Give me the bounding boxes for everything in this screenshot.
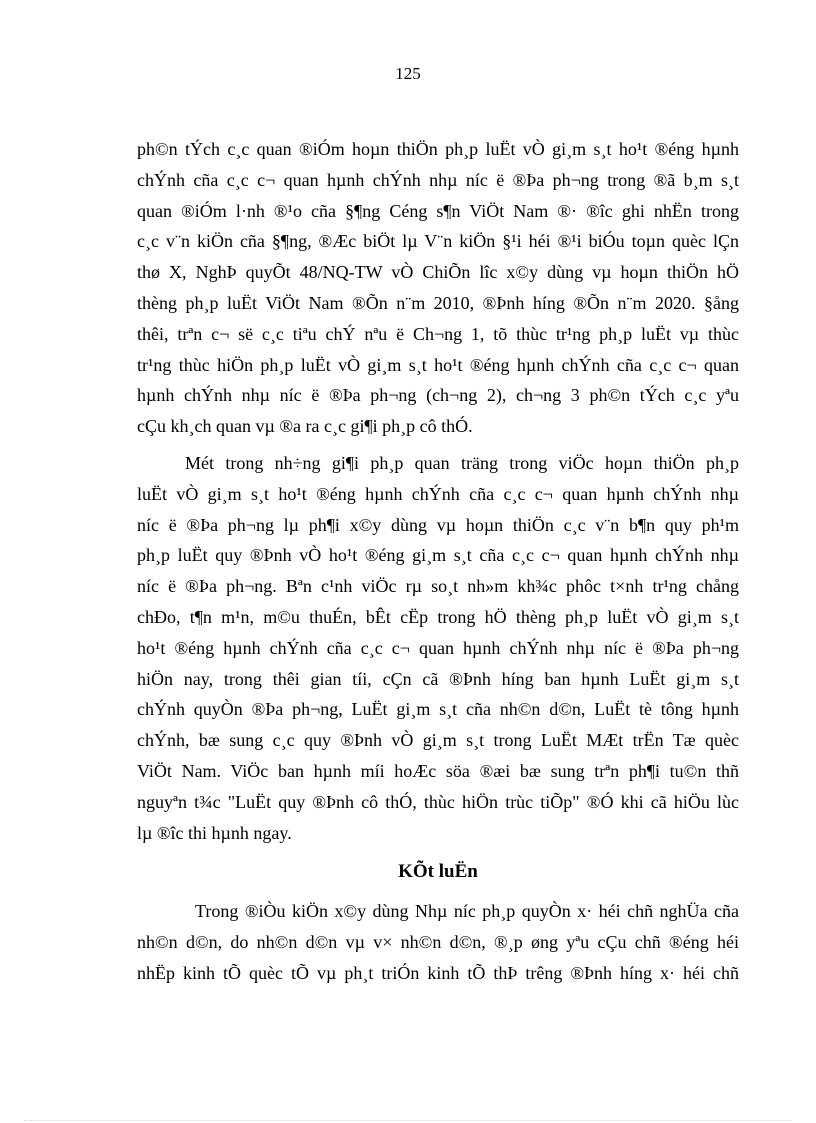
text-line: quan ®iÓm l·nh ®¹o cña §¶ng Céng s¶n ViÖt Nam ®· ®îc ghi nhËn trong xyxy=(137,200,739,221)
text-line: nhËp kinh tÕ quèc tÕ vµ ph¸t triÓn kinh tÕ thÞ trêng ®Þnh híng x· héi chñ xyxy=(137,962,739,983)
text-line: níc ë ®Þa ph¬ng lµ ph¶i x©y dùng vµ hoµn thiÖn c¸c v¨n b¶n quy ph¹m xyxy=(137,514,739,535)
text-line: cÇu kh¸ch quan vµ ®a ra c¸c gi¶i ph¸p cô thÓ. xyxy=(137,416,473,437)
text-line: lµ ®îc thi hµnh ngay. xyxy=(137,822,292,843)
text-line: ViÖt Nam. ViÖc ban hµnh míi hoÆc söa ®æi bæ sung trªn ph¶i tu©n thñ xyxy=(137,760,739,781)
text-line: hiÖn nay, trong thêi gian tíi, cÇn cã ®Þnh híng ban hµnh LuËt gi¸m s¸t xyxy=(137,668,739,689)
text-line: Trong ®iÒu kiÖn x©y dùng Nhµ níc ph¸p quyÒn x· héi chñ nghÜa cña xyxy=(195,901,739,922)
text-line: ho¹t ®éng hµnh chÝnh cña c¸c c¬ quan hµnh chÝnh nhµ níc ë ®Þa ph¬ng xyxy=(137,637,739,658)
text-line: thø X, NghÞ quyÕt 48/NQ-TW vÒ ChiÕn lîc x©y dùng vµ hoµn thiÖn hÖ xyxy=(137,262,739,283)
text-line: thêi, trªn c¬ së c¸c tiªu chÝ nªu ë Ch¬ng 1, tõ thùc tr¹ng ph¸p luËt vµ thùc xyxy=(137,323,739,344)
text-line: chÝnh quyÒn ®Þa ph¬ng, LuËt gi¸m s¸t cña nh©n d©n, LuËt tè tông hµnh xyxy=(137,699,739,720)
text-line: hµnh chÝnh nhµ níc ë ®Þa ph¬ng (ch¬ng 2), ch¬ng 3 ph©n tÝch c¸c yªu xyxy=(137,385,739,406)
text-line: chÝnh cña c¸c c¬ quan hµnh chÝnh nhµ níc ë ®Þa ph¬ng trong ®ã b¸m s¸t xyxy=(137,169,739,190)
text-line: Mét trong nh÷ng gi¶i ph¸p quan träng trong viÖc hoµn thiÖn ph¸p xyxy=(185,452,739,473)
page-bottom-divider xyxy=(24,1120,792,1121)
text-line: luËt vÒ gi¸m s¸t ho¹t ®éng hµnh chÝnh cña c¸c c¬ quan hµnh chÝnh nhµ xyxy=(137,483,739,504)
paragraph-3 xyxy=(137,896,739,988)
document-body xyxy=(137,134,739,995)
text-line: c¸c v¨n kiÖn cña §¶ng, ®Æc biÖt lµ V¨n kiÖn §¹i héi ®¹i biÓu toµn quèc lÇn xyxy=(137,231,739,252)
text-line: thèng ph¸p luËt ViÖt Nam ®Õn n¨m 2010, ®Þnh híng ®Õn n¨m 2020. §ång xyxy=(137,292,739,313)
text-line: níc ë ®Þa ph¬ng. Bªn c¹nh viÖc rµ so¸t nh»m kh¾c phôc t×nh tr¹ng chång xyxy=(137,576,739,597)
section-heading: KÕt luËn xyxy=(398,861,478,883)
text-line: nguyªn t¾c "LuËt quy ®Þnh cô thÓ, thùc hiÖn trùc tiÕp" ®Ó khi cã hiÖu lùc xyxy=(137,791,739,812)
text-line: chÝnh, bæ sung c¸c quy ®Þnh vÒ gi¸m s¸t trong LuËt MÆt trËn Tæ quèc xyxy=(137,730,739,751)
text-line: ph¸p luËt quy ®Þnh vÒ ho¹t ®éng gi¸m s¸t cña c¸c c¬ quan hµnh chÝnh nhµ xyxy=(137,545,739,566)
text-line: chÐo, t¶n m¹n, m©u thuÉn, bÊt cËp trong hÖ thèng ph¸p luËt vÒ gi¸m s¸t xyxy=(137,606,739,627)
text-line: tr¹ng thùc hiÖn ph¸p luËt vÒ gi¸m s¸t ho¹t ®éng hµnh chÝnh cña c¸c c¬ quan xyxy=(137,354,739,375)
paragraph-1 xyxy=(137,134,739,442)
paragraph-2 xyxy=(137,448,739,848)
text-line: nh©n d©n, do nh©n d©n vµ v× nh©n d©n, ®¸p øng yªu cÇu chñ ®éng héi xyxy=(137,932,739,953)
page-number: 125 xyxy=(395,64,421,83)
text-line: ph©n tÝch c¸c quan ®iÓm hoµn thiÖn ph¸p luËt vÒ gi¸m s¸t ho¹t ®éng hµnh xyxy=(137,139,739,159)
